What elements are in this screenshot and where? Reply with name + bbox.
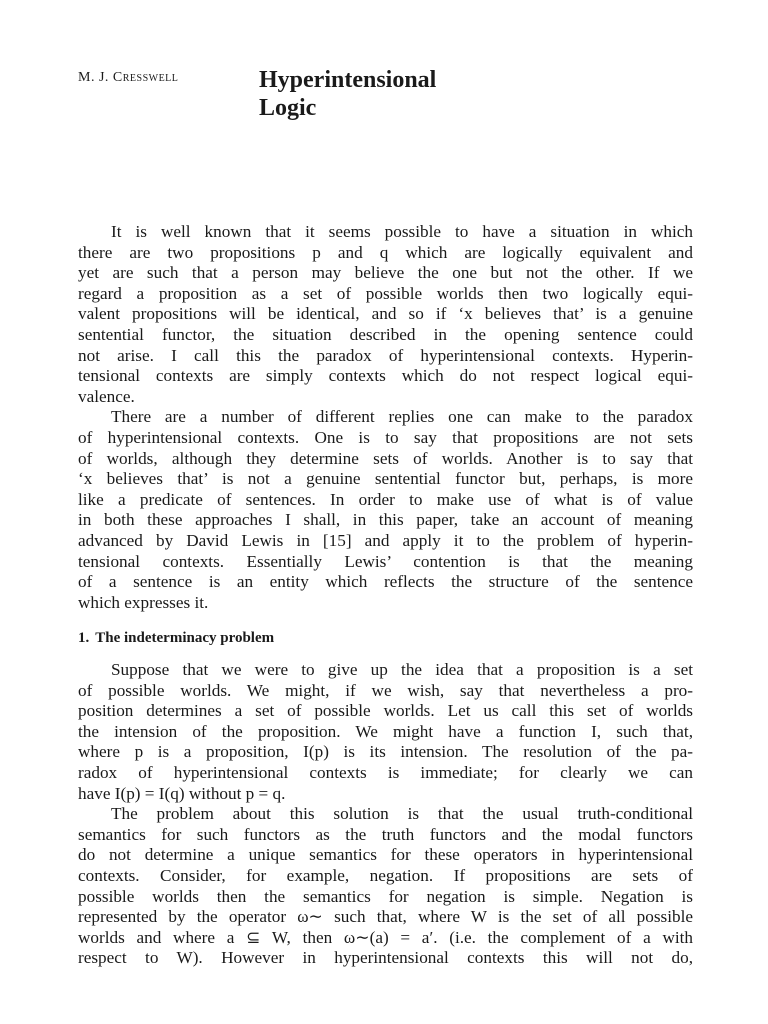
intro-paragraph-2 [78, 407, 693, 613]
text-line: The problem about this solution is that the usual truth-conditional [111, 804, 693, 824]
text-line: It is well known that it seems possible to have a situation in which [111, 222, 693, 241]
text-line: of possible worlds. We might, if we wish, say that nevertheless a pro- [78, 680, 693, 700]
text-line: where p is a proposition, I(p) is its intension. The resolution of the pa- [78, 742, 693, 762]
text-line: worlds and where a ⊆ W, then ω∼(a) = a′. (i.e. the complement of a with [78, 927, 693, 947]
text-line: of hyperintensional contexts. One is to say that propositions are not sets [78, 427, 693, 447]
text-line: respect to W). However in hyperintensional contexts this will not do, [78, 948, 693, 968]
title-line-1: Hyperintensional [259, 67, 437, 93]
text-line: ‘x believes that’ is not a genuine sentential functor but, perhaps, is more [78, 469, 693, 489]
text-line: the intension of the proposition. We might have a function I, such that, [78, 721, 693, 741]
text-line: Suppose that we were to give up the idea that a proposition is a set [111, 660, 693, 679]
text-line: in both these approaches I shall, in this paper, take an account of meaning [78, 510, 693, 530]
text-line: of a sentence is an entity which reflects the structure of the sentence [78, 572, 693, 592]
section-number: 1. [78, 630, 90, 646]
text-line: There are a number of different replies one can make to the paradox [111, 407, 693, 427]
text-line: semantics for such functors as the truth functors and the modal functors [78, 824, 693, 844]
section1-paragraph-2 [78, 804, 693, 969]
text-line: position determines a set of possible worlds. Let us call this set of worlds [78, 701, 693, 721]
text-line: like a predicate of sentences. In order to make use of what is of value [78, 489, 693, 509]
text-line: valent propositions will be identical, and so if ‘x believes that’ is a genuine [78, 304, 693, 324]
text-line: which expresses it. [78, 592, 209, 612]
text-line: yet are such that a person may believe the one but not the other. If we [78, 263, 693, 283]
text-line: do not determine a unique semantics for these operators in hyperintensional [78, 845, 693, 865]
text-line: contexts. Consider, for example, negation. If propositions are sets of [78, 865, 693, 885]
text-line: possible worlds then the semantics for negation is simple. Negation is [78, 886, 693, 906]
text-line: of worlds, although they determine sets of worlds. Another is to say that [78, 448, 693, 468]
section-title: The indeterminacy problem [95, 630, 275, 646]
intro-paragraph-1 [78, 222, 693, 407]
text-line: have I(p) = I(q) without p = q. [78, 783, 286, 803]
author-name: M. J. Cresswell [78, 70, 179, 85]
paper-title [259, 66, 436, 122]
text-line: tensional contexts are simply contexts which do not respect logical equi- [78, 366, 693, 386]
text-line: represented by the operator ω∼ such that, where W is the set of all possible [78, 907, 693, 927]
section1-paragraph-1 [78, 660, 693, 804]
text-line: there are two propositions p and q which are logically equivalent and [78, 242, 693, 262]
title-line-2: Logic [259, 95, 317, 121]
text-line: advanced by David Lewis in [15] and apply it to the problem of hyperin- [78, 530, 693, 550]
text-line: sentential functor, the situation described in the opening sentence could [78, 324, 693, 344]
text-line: regard a proposition as a set of possible worlds then two logically equi- [78, 283, 693, 303]
text-line: not arise. I call this the paradox of hyperintensional contexts. Hyperin- [78, 345, 693, 365]
section-heading [78, 630, 274, 647]
text-line: radox of hyperintensional contexts is immediate; for clearly we can [78, 762, 693, 782]
text-line: valence. [78, 386, 135, 406]
text-line: tensional contexts. Essentially Lewis’ contention is that the meaning [78, 551, 693, 571]
